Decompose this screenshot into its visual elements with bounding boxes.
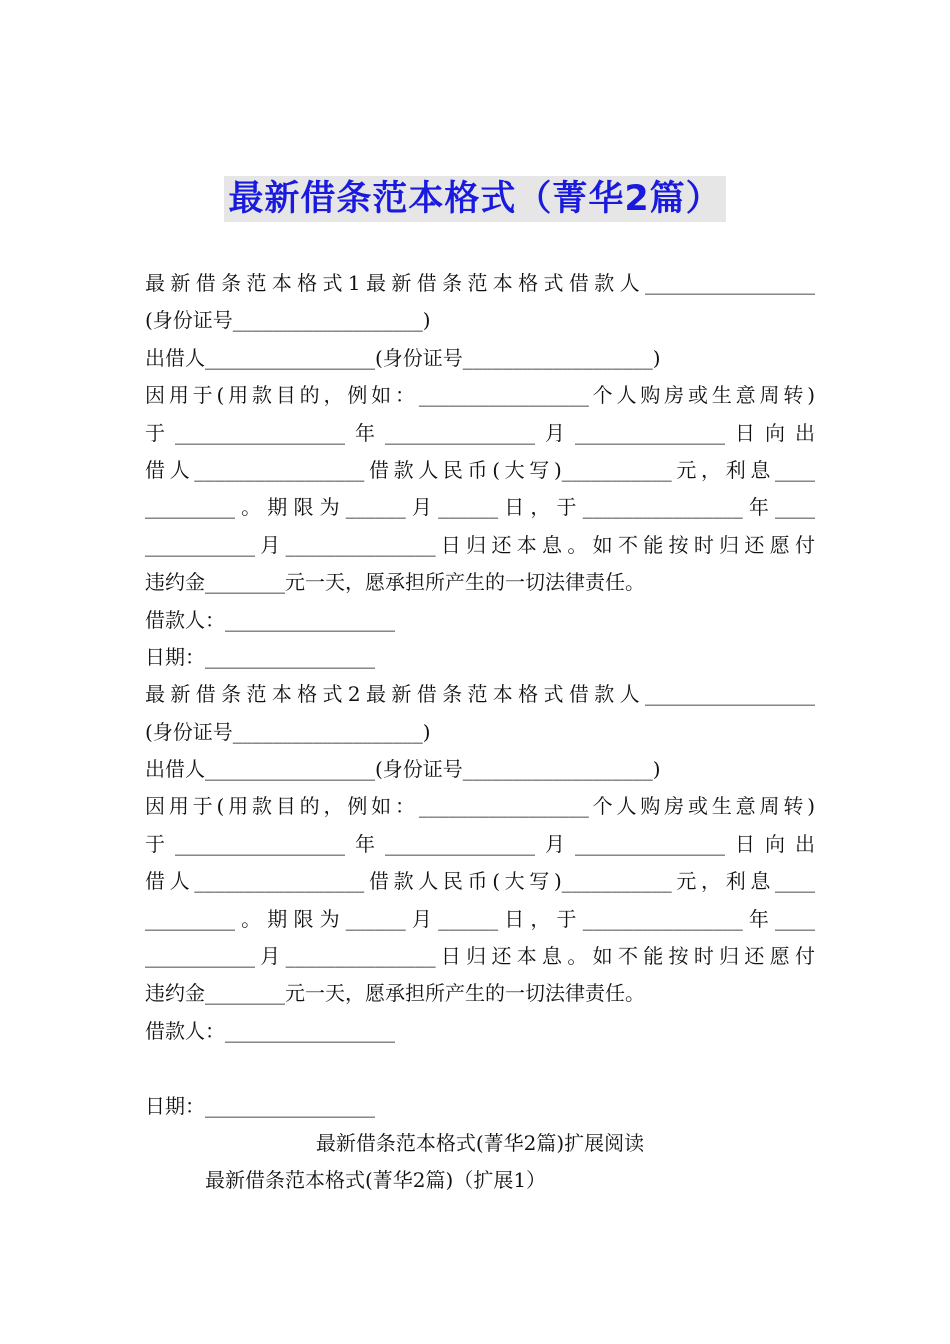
body-line: 最新借条范本格式1最新借条范本格式借款人_________________: [145, 271, 815, 295]
body-line: 违约金________元一天，愿承担所产生的一切法律责任。: [145, 981, 645, 1006]
body-line: 于_________________年_______________月_______________日向出: [145, 420, 815, 445]
body-line: _________。期限为______月______日，于________________年____: [145, 906, 815, 931]
body-line: _________。期限为______月______日，于________________年____: [145, 495, 815, 520]
body-line: 借人_________________借款人民币(大写)___________元，利息____: [145, 457, 815, 482]
title-container: [0, 176, 950, 222]
document-body: [145, 265, 815, 1200]
body-line: 出借人_________________(身份证号___________________): [145, 757, 661, 782]
body-line: 出借人_________________(身份证号___________________): [145, 345, 661, 370]
body-line: 因用于(用款目的，例如：_________________个人购房或生意周转): [145, 383, 815, 408]
body-line: ___________月_______________日归还本息。如不能按时归还愿付: [145, 944, 815, 969]
extended-reading-heading: 最新借条范本格式(菁华2篇)扩展阅读: [315, 1130, 645, 1155]
body-line: 借人_________________借款人民币(大写)___________元，利息____: [145, 869, 815, 894]
body-line: 于_________________年_______________月_______________日向出: [145, 831, 815, 856]
date-line: 日期：_________________: [145, 644, 375, 669]
body-line: 最新借条范本格式2最新借条范本格式借款人_________________: [145, 682, 815, 707]
date-line: 日期：_________________: [145, 1093, 375, 1118]
body-line: ___________月_______________日归还本息。如不能按时归还愿付: [145, 532, 815, 557]
body-line: 因用于(用款目的，例如：_________________个人购房或生意周转): [145, 794, 815, 819]
blank-spacer: [145, 1050, 815, 1087]
borrower-signature-line: 借款人：_________________: [145, 1018, 395, 1043]
body-line: (身份证号___________________): [145, 308, 431, 333]
extended-reading-subheading: 最新借条范本格式(菁华2篇)（扩展1）: [205, 1168, 547, 1193]
body-line: 违约金________元一天，愿承担所产生的一切法律责任。: [145, 570, 645, 595]
borrower-signature-line: 借款人：_________________: [145, 607, 395, 632]
document-title: 最新借条范本格式（菁华2篇）: [224, 176, 725, 222]
body-line: (身份证号___________________): [145, 719, 431, 744]
